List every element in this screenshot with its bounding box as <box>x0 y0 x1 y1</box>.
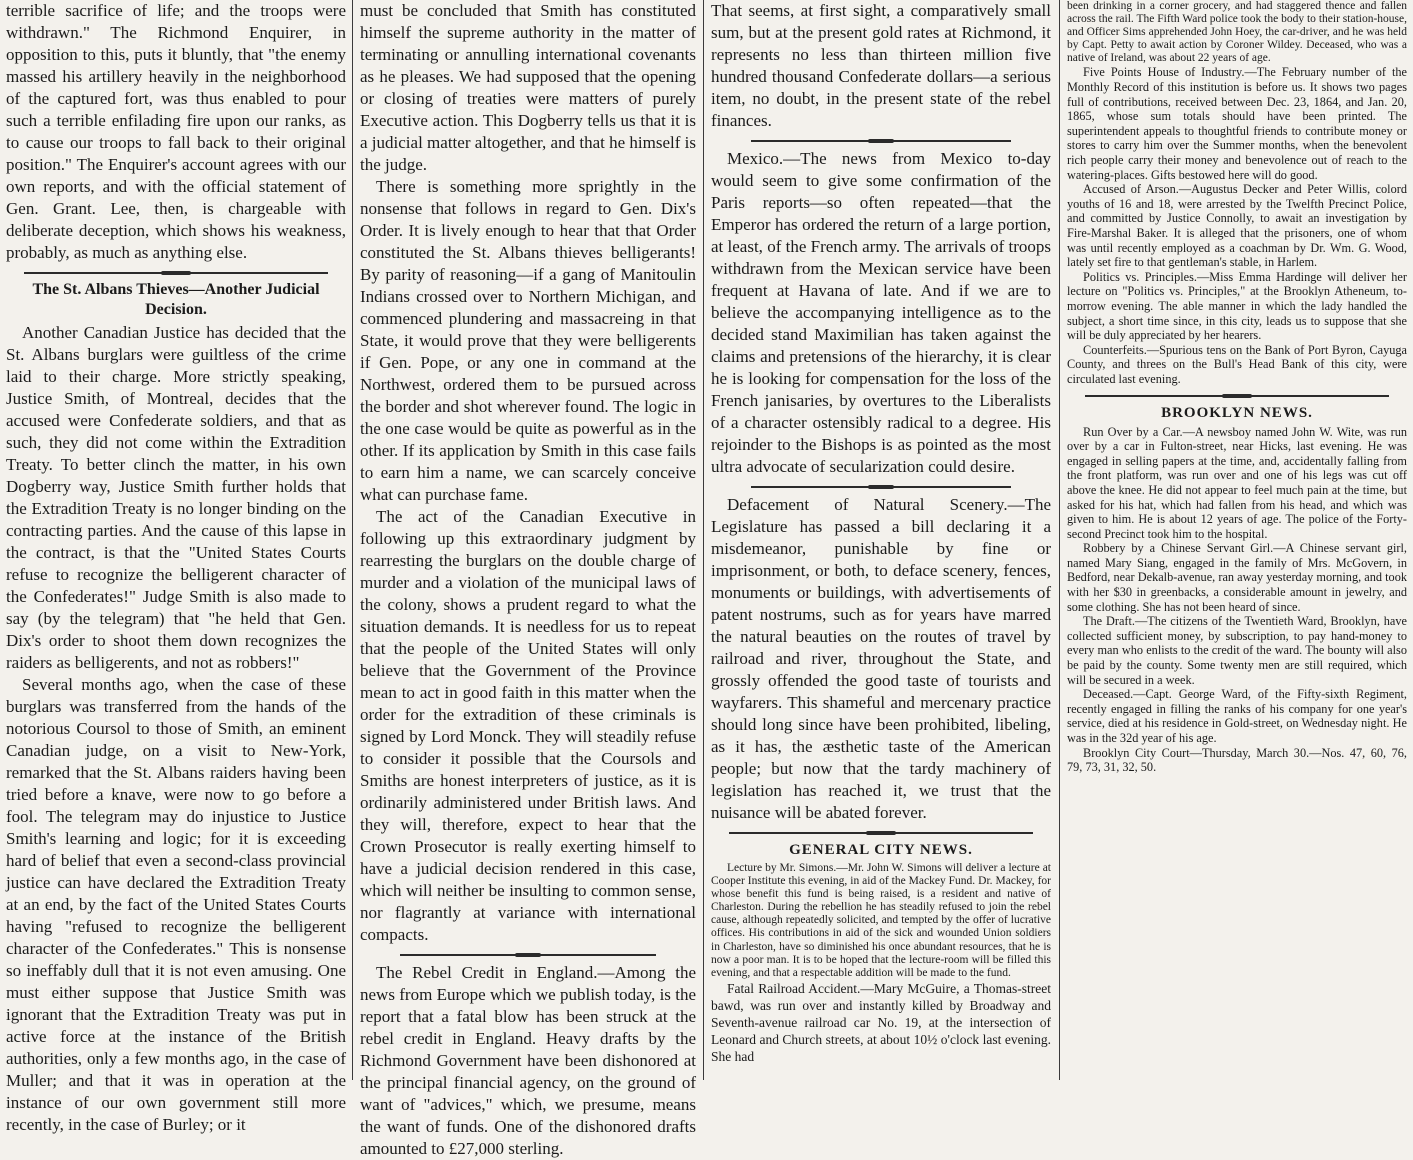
column-separator <box>1085 395 1389 397</box>
column-3 <box>711 0 1051 1080</box>
news-item: Accused of Arson.—Augustus Decker and Peter Willis, colord youths of 16 and 18, were arrested by the Twelfth Precinct Police, and committed by Justice Connolly, to await an investigation by Fire-Marshal Baker. It is alleged that the prisoners, one of whom was until recently employed as a coachman by Dr. Wm. G. Wood, lately set fire to that gentleman's stable, in Harlem. <box>1067 182 1407 270</box>
article-paragraph: terrible sacrifice of life; and the troops were withdrawn." The Richmond Enquirer, in opposition to this, puts it bluntly, that "the enemy massed his artillery heavily in the neighborhood of the captured fort, was thus enabled to pour such a terrible enfilading fire upon our ranks, as to cause our troops to fall back to their original position." The Enquirer's account agrees with our own reports, and with the official statement of Gen. Grant. Lee, then, is chargeable with deliberate deception, which shows his weakness, probably, as much as anything else. <box>6 1 346 262</box>
column-separator <box>24 272 328 274</box>
article-paragraph: That seems, at first sight, a comparatively small sum, but at the present gold rates at Richmond, it represents no less than thirteen million five hundred thousand Confederate dollars—a serious item, no doubt, in the present state of the rebel finances. <box>711 1 1051 130</box>
news-item: been drinking in a corner grocery, and had staggered thence and fallen across the rail. The Fifth Ward police took the body to their station-house, and Officer Sims apprehended John Hoey, the car-driver, and he was held by Capt. Petty to await action by Coroner Wildey. Deceased, who was a native of Ireland, was about 22 years of age. <box>1067 0 1407 65</box>
article-paragraph: The Rebel Credit in England.—Among the news from Europe which we publish today, is the report that a fatal blow has been struck at the rebel credit in England. Heavy drafts by the Richmond Government have been dishonored at the principal financial agency, on the ground of want of "advices," which, we presume, means the want of funds. One of the dishonored drafts amounted to £27,000 sterling. <box>360 963 696 1158</box>
article-paragraph: Another Canadian Justice has decided that the St. Albans burglars were guiltless of the crime laid to their charge. More strictly speaking, Justice Smith, of Montreal, decides that the accused were Confederate soldiers, and that as such, they did not come within the Extradition Treaty. To better clinch the matter, in his own Dogberry way, Justice Smith further holds that the Extradition Treaty is no longer binding on the contracting parties. And the cause of this lapse in the contract, is that the "United States Courts refuse to recognize the belligerent character of the Confederates!" Judge Smith is also made to say (by the telegram) that "he held that Gen. Dix's order to shoot them down recognizes the raiders as belligerents, and not as robbers!" <box>6 323 346 672</box>
news-item: Five Points House of Industry.—The February number of the Monthly Record of this institution is before us. It shows two pages full of contributions, received between Dec. 23, 1864, and Jan. 20, 1865, whose sum totals should have been printed. The superintendent appeals to thoughtful friends to contribute money or stores to carry him over the Summer months, when the benevolent rich people carry their money and benevolence out of reach to the watering-places. Gifts bestowed here will do good. <box>1067 65 1407 182</box>
article-paragraph: Several months ago, when the case of these burglars was transferred from the hands of the notorious Coursol to those of Smith, an eminent Canadian judge, on a visit to New-York, remarked that the St. Albans raiders having been tried before a knave, were now to go before a fool. The telegram may do injustice to Justice Smith's learning and logic; for it is exceeding hard of belief that even a second-class provincial justice can have declared the Extradition Treaty at an end, by the fact of the United States Courts having "refused to recognize the belligerent character of the Confederates." This is nonsense so ineffably dull that it is not even amusing. One must either suppose that Justice Smith was ignorant that the Extradition Treaty was put in active force at the instance of the British authorities, only a few months ago, in the case of Muller; and that it was in operation at the instance of our own government still more recently, in the case of Burley; or it <box>6 675 346 1134</box>
column-4 <box>1067 0 1407 1080</box>
column-separator <box>751 140 1011 142</box>
article-paragraph: must be concluded that Smith has constituted himself the supreme authority in the matter of terminating or annulling international covenants as he pleases. We had supposed that the opening or closing of treaties were matters of purely Executive action. This Dogberry tells us that it is a judicial matter altogether, and that he himself is the judge. <box>360 1 696 174</box>
column-separator <box>751 486 1011 488</box>
news-item: Politics vs. Principles.—Miss Emma Hardinge will deliver her lecture on "Politics vs. Principles," at the Brooklyn Atheneum, to-morrow evening. The able manner in which the lady handled the subject, a short time since, in this city, leads us to suppose that she will be duly appreciated by her hearers. <box>1067 269 1407 343</box>
article-paragraph: The act of the Canadian Executive in following up this extraordinary judgment by rearresting the burglars on the double charge of murder and a violation of the municipal laws of the colony, shows a prudent regard to what the situation demands. It is needless for us to repeat that the people of the United States will only believe that the Government of the Province mean to act in good faith in this matter when the order for the extradition of these criminals is signed by Lord Monck. They will steadily refuse to consider it possible that the Coursols and Smiths are honest interpreters of justice, as it is ordinarily administered under British laws. And they will, therefore, expect to hear that the Crown Prosecutor is really exerting himself to have a judicial decision rendered in this case, which will neither be insulting to common sense, nor flagrantly at variance with international compacts. <box>360 507 696 944</box>
news-item: Run Over by a Car.—A newsboy named John W. Wite, was run over by a car in Fulton-street, near Hicks, last evening. He was engaged in selling papers at the time, and, accidentally falling from the front platform, was run over and one of his legs was cut off above the knee. He did not appear to feel much pain at the time, but asked for his hat, which had fallen from his head, and which was given to him. He is about 12 years of age. The police of the Forty-second Precinct took him to the hospital. <box>1067 424 1407 541</box>
column-rule <box>703 0 704 1080</box>
news-item: Fatal Railroad Accident.—Mary McGuire, a Thomas-street bawd, was run over and instantly killed by Broadway and Seventh-avenue railroad car No. 19, at the intersection of Leonard and Church streets, at about 10½ o'clock last evening. She had <box>711 980 1051 1064</box>
news-item: Deceased.—Capt. George Ward, of the Fifty-sixth Regiment, recently engaged in filling the ranks of his company for one year's service, died at his residence in Gold-street, on Wednesday night. He was in the 32d year of his age. <box>1067 687 1407 745</box>
news-item: Robbery by a Chinese Servant Girl.—A Chinese servant girl, named Mary Siang, engaged in the family of Mrs. McGovern, in Bedford, near Dekalb-avenue, ran away yesterday morning, and took with her $30 in greenbacks, a considerable amount in jewelry, and some clothing. She has not been heard of since. <box>1067 541 1407 614</box>
column-2 <box>360 0 696 1158</box>
article-heading: The St. Albans Thieves—Another Judicial Decision. <box>32 281 320 318</box>
column-1 <box>6 0 346 1134</box>
column-rule <box>352 0 353 1080</box>
article-paragraph: Defacement of Natural Scenery.—The Legislature has passed a bill declaring it a misdemeanor, punishable by fine or imprisonment, or both, to deface scenery, fences, monuments or buildings, with advertisements of patent nostrums, such as for years have marred the natural beauties on the routes of travel by railroad and river, throughout the State, and grossly offended the good taste of tourists and wayfarers. This shameful and mercenary practice should long since have been prohibited, libeling, as it has, the æsthetic taste of the American people; but now that the tardy machinery of legislation has reached it, we trust that the nuisance will be abated forever. <box>711 495 1051 822</box>
section-heading: GENERAL CITY NEWS. <box>789 842 973 858</box>
news-item: Counterfeits.—Spurious tens on the Bank of Port Byron, Cayuga County, and threes on the Bull's Head Bank of this city, were circulated last evening. <box>1067 342 1407 386</box>
column-rule <box>1059 0 1060 1080</box>
section-heading: BROOKLYN NEWS. <box>1161 404 1313 421</box>
column-separator <box>400 954 656 956</box>
column-separator <box>729 832 1033 834</box>
article-paragraph: Mexico.—The news from Mexico to-day would seem to give some confirmation of the Paris reports—so often repeated—that the Emperor has ordered the return of a large portion, at least, of the French army. The arrivals of troops withdrawn from the Mexican service have been frequent at Havana of late. And if we are to believe the accompanying intelligence as to the decided stand Maximilian has taken against the claims and pretensions of the hierarchy, it is clear he is looking for compensation for the loss of the French janisaries, by overtures to the Liberalists of a character ostensibly radical to a degree. His rejoinder to the Bishops is as pointed as the most ultra advocate of secularization could desire. <box>711 149 1051 476</box>
news-item: Lecture by Mr. Simons.—Mr. John W. Simons will deliver a lecture at Cooper Institute this evening, in aid of the Mackey Fund. Dr. Mackey, for whose benefit this fund is being raised, is a resident and native of Charleston. During the rebellion he has steadily refused to join the rebel cause, although repeatedly solicited, and tempted by the offer of lucrative offices. His contributions in aid of the sick and wounded Union soldiers in Charleston, have so diminished his once abundant resources, that he is now a poor man. It is to be hoped that the lecture-room will be filled this evening, and that a respectable addition will be made to the fund. <box>711 862 1051 979</box>
news-item: The Draft.—The citizens of the Twentieth Ward, Brooklyn, have collected sufficient money, by subscription, to pay hand-money to every man who enlists to the credit of the ward. The bounty will also be paid by the county. Some twenty men are still required, which will be secured in a week. <box>1067 614 1407 687</box>
news-item: Brooklyn City Court—Thursday, March 30.—Nos. 47, 60, 76, 79, 73, 31, 32, 50. <box>1067 745 1407 775</box>
article-paragraph: There is something more sprightly in the nonsense that follows in regard to Gen. Dix's Order. It is lively enough to hear that that Order constituted the St. Albans thieves belligerants! By parity of reasoning—if a gang of Manitoulin Indians crossed over to Northern Michigan, and commenced plundering and massacreing in that State, it would prove that they were belligerents if Gen. Pope, or any one in command at the Northwest, ordered them to be pursued across the border and shot wherever found. The logic in the one case would be quite as powerful as in the other. If its application by Smith in this case fails to earn him a name, we can scarcely conceive what can purchase fame. <box>360 177 696 504</box>
